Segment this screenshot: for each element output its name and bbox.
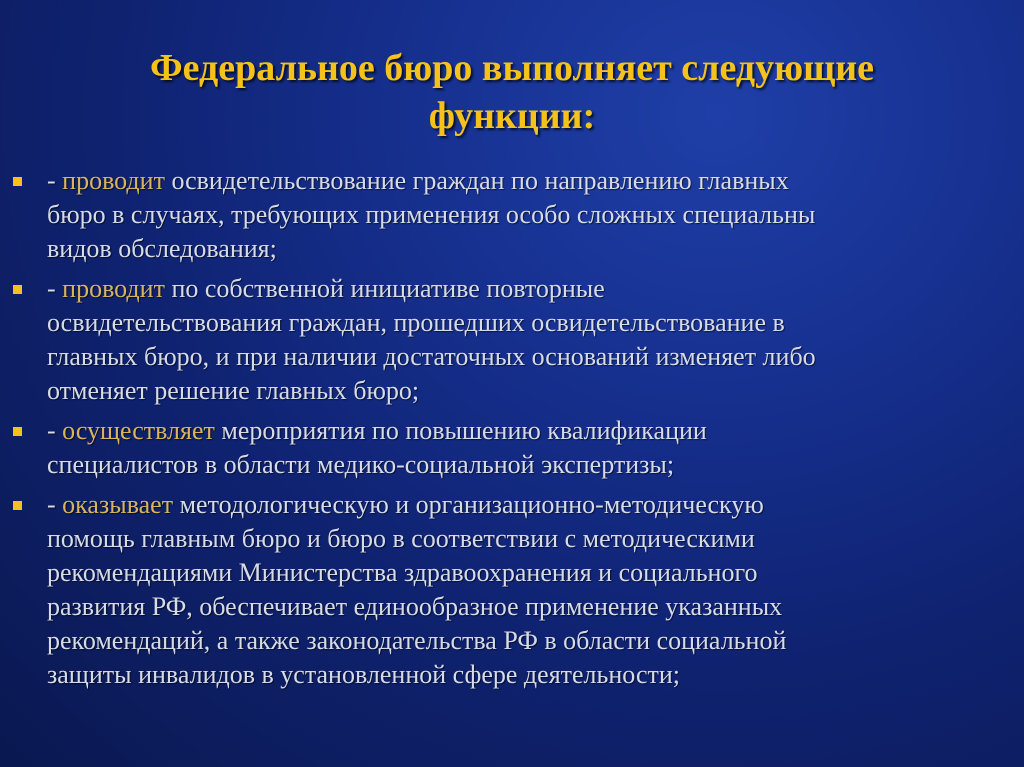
- item-first-line: [47, 272, 1024, 306]
- item-line: главных бюро, и при наличии достаточных оснований изменяет либо: [47, 342, 816, 371]
- bullet-list: [0, 164, 1024, 698]
- item-first-line: [47, 488, 1024, 522]
- square-bullet-icon: [13, 285, 22, 294]
- square-bullet-icon: [13, 427, 22, 436]
- item-keyword: проводит: [62, 166, 165, 195]
- item-line: отменяет решение главных бюро;: [47, 376, 420, 405]
- list-item: [0, 164, 1024, 266]
- list-item: [0, 488, 1024, 692]
- title-line-1: Федеральное бюро выполняет следующие: [150, 47, 874, 89]
- item-first-line: [47, 414, 1024, 448]
- item-keyword: осуществляет: [62, 416, 215, 445]
- item-first-line: [47, 164, 1024, 198]
- item-prefix: -: [47, 166, 63, 195]
- item-line: развития РФ, обеспечивает единообразное применение указанных: [47, 592, 783, 621]
- square-bullet-icon: [13, 501, 22, 510]
- list-item: [0, 414, 1024, 482]
- item-keyword: оказывает: [62, 490, 174, 519]
- title-line-2: функции:: [428, 95, 596, 137]
- item-line: рекомендациями Министерства здравоохранения и социального: [47, 558, 758, 587]
- square-bullet-icon: [13, 177, 22, 186]
- item-text: освидетельствование граждан по направлению главных: [164, 166, 789, 195]
- item-prefix: -: [47, 490, 63, 519]
- item-line: бюро в случаях, требующих применения особо сложных специальны: [47, 200, 816, 229]
- item-prefix: -: [47, 274, 63, 303]
- item-prefix: -: [47, 416, 63, 445]
- item-line: освидетельствования граждан, прошедших освидетельствование в: [47, 308, 785, 337]
- item-line: видов обследования;: [47, 234, 277, 263]
- item-line: помощь главным бюро и бюро в соответствии с методическими: [47, 524, 755, 553]
- item-keyword: проводит: [62, 274, 165, 303]
- item-line: защиты инвалидов в установленной сфере деятельности;: [47, 660, 680, 689]
- item-text: по собственной инициативе повторные: [164, 274, 605, 303]
- item-text: методологическую и организационно-методическую: [173, 490, 764, 519]
- item-line: специалистов в области медико-социальной экспертизы;: [47, 450, 675, 479]
- item-line: рекомендаций, а также законодательства РФ в области социальной: [47, 626, 787, 655]
- slide-title: [40, 44, 984, 140]
- list-item: [0, 272, 1024, 408]
- item-text: мероприятия по повышению квалификации: [214, 416, 707, 445]
